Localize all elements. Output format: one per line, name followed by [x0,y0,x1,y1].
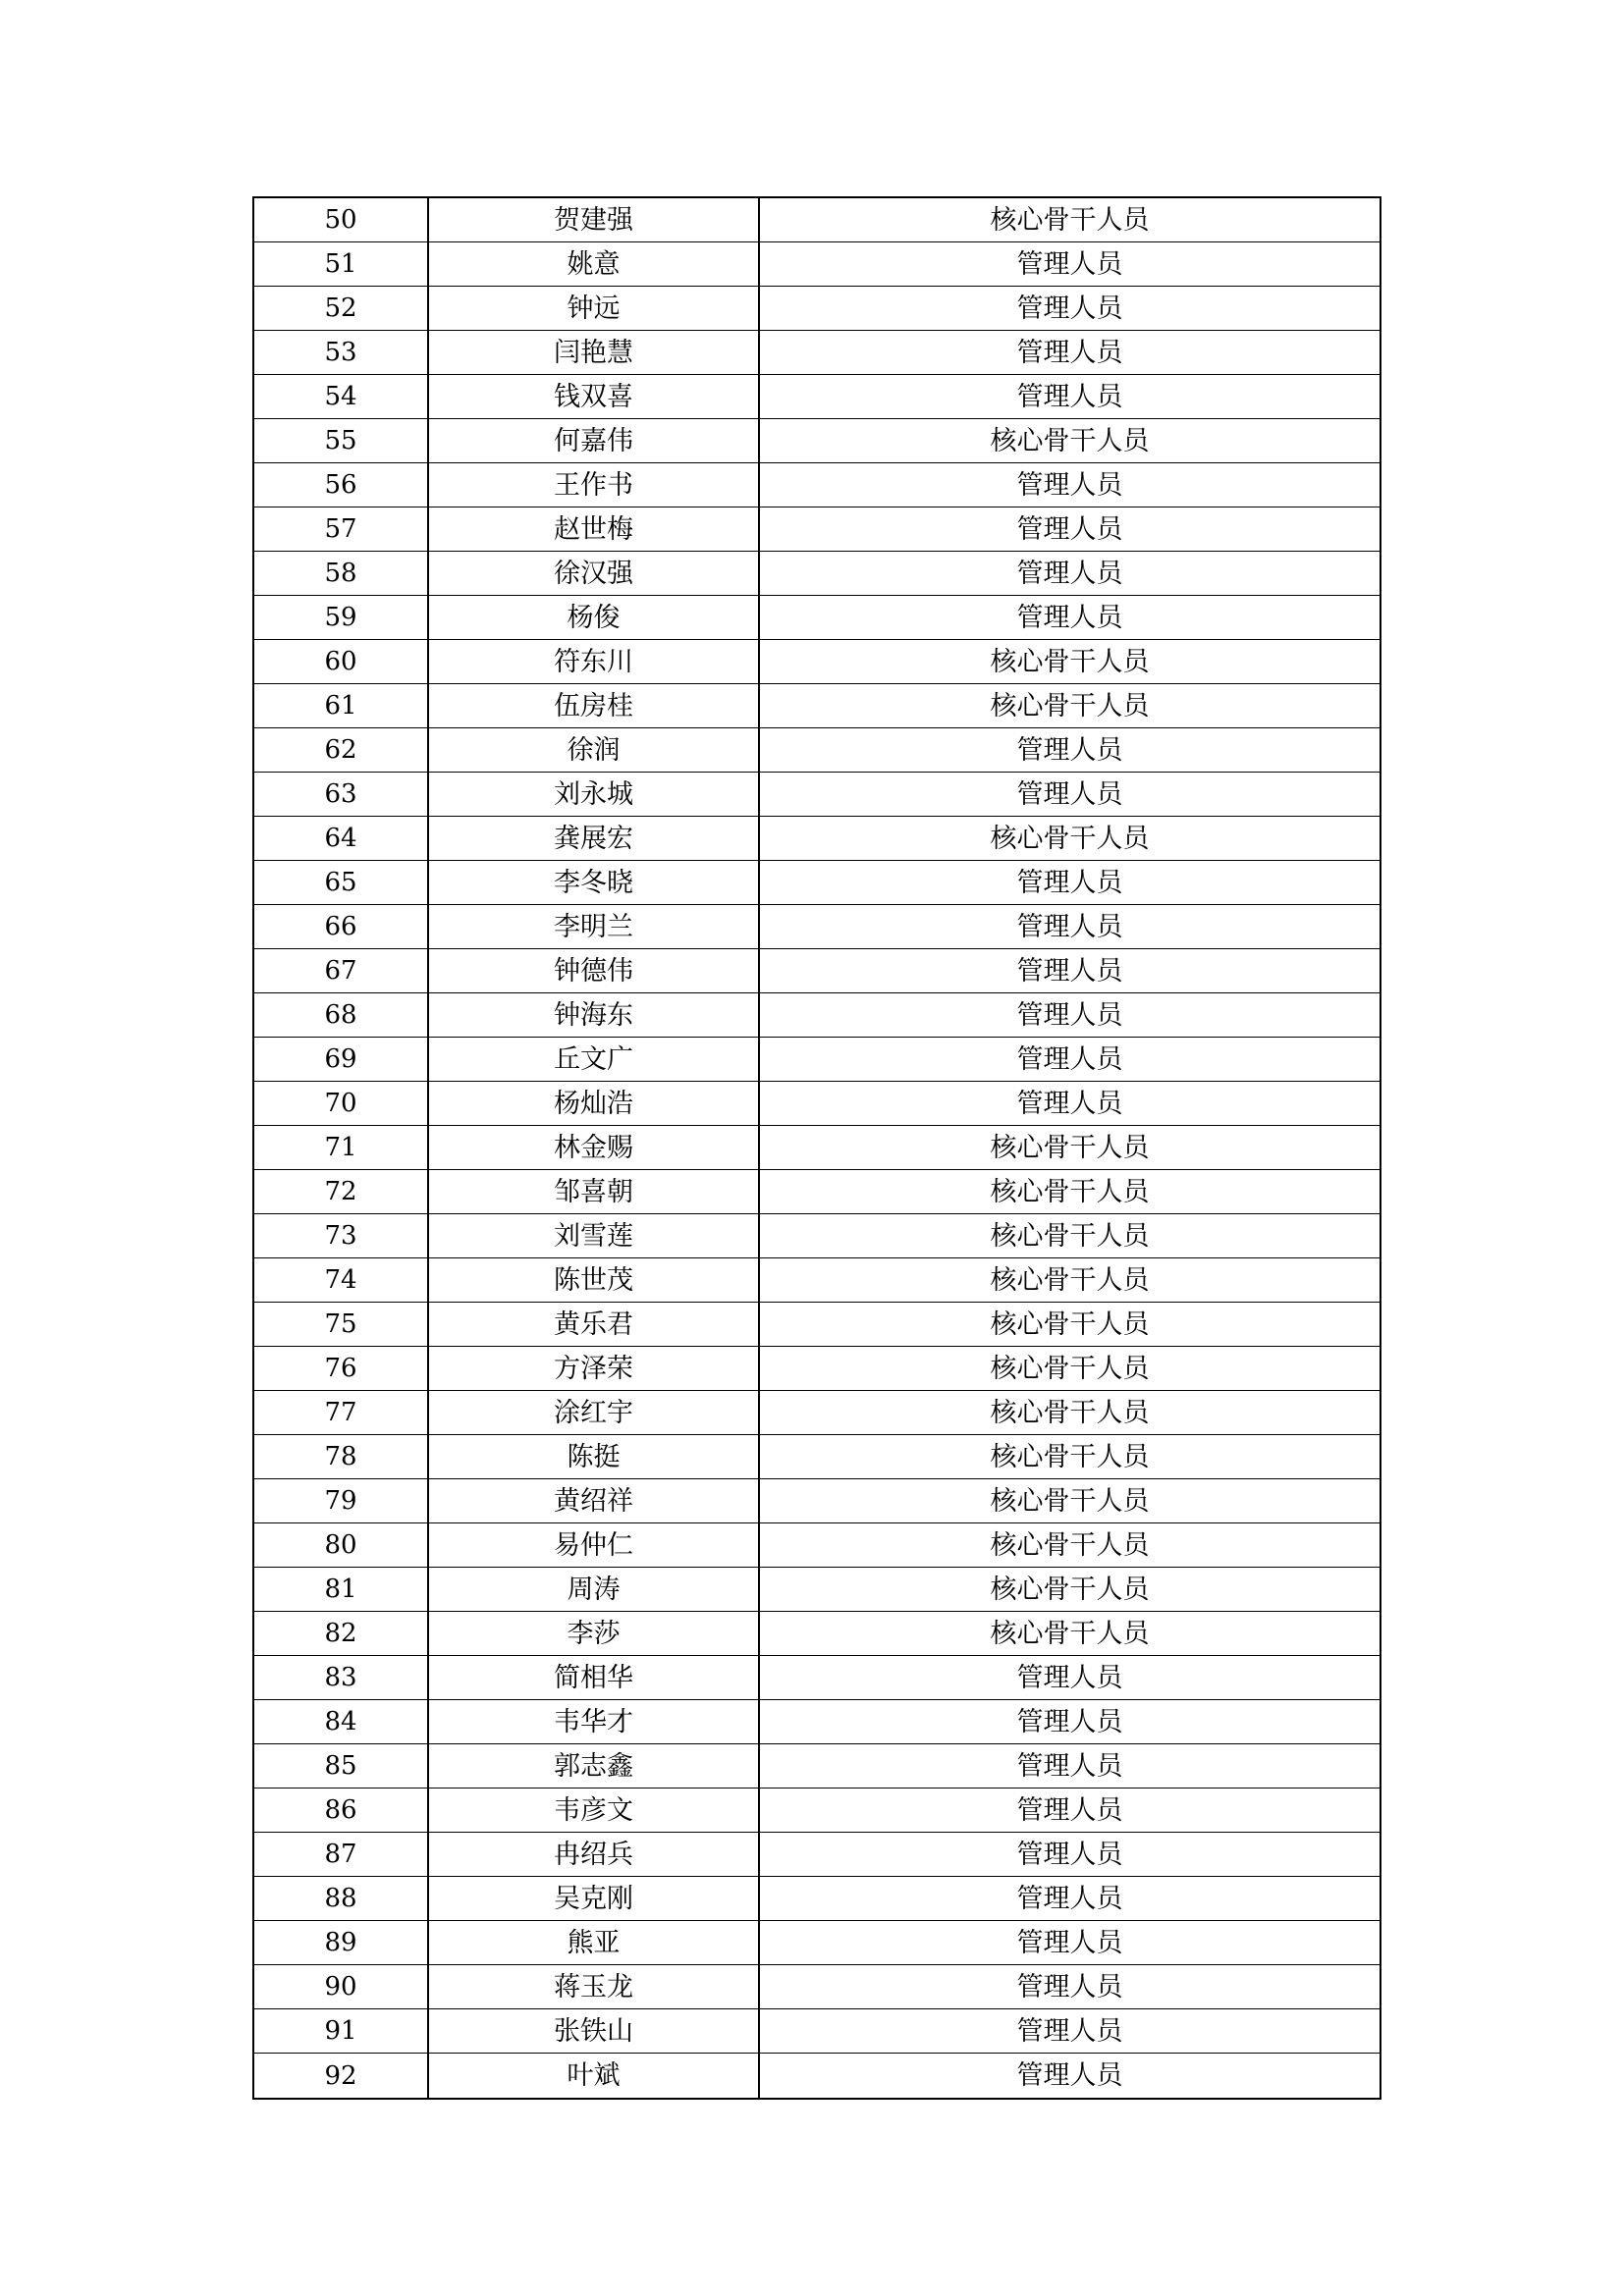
role-cell: 核心骨干人员 [760,1479,1381,1522]
table-row [252,1700,1381,1744]
table-row [252,1523,1381,1568]
name-cell: 钟海东 [429,993,760,1037]
role-cell: 核心骨干人员 [760,1612,1381,1655]
name-cell: 蒋玉龙 [429,1965,760,2008]
role-cell: 管理人员 [760,1921,1381,1964]
name-cell: 张铁山 [429,2009,760,2053]
role-cell: 核心骨干人员 [760,1347,1381,1390]
table-row [252,817,1381,861]
row-number-cell: 91 [252,2009,429,2053]
role-cell: 管理人员 [760,287,1381,330]
name-cell: 钟远 [429,287,760,330]
table-row [252,861,1381,905]
table-row [252,507,1381,552]
table-row [252,1347,1381,1391]
role-cell: 管理人员 [760,905,1381,948]
role-cell: 管理人员 [760,949,1381,992]
row-number-cell: 74 [252,1258,429,1302]
name-cell: 闫艳慧 [429,331,760,374]
name-cell: 伍房桂 [429,684,760,727]
name-cell: 赵世梅 [429,507,760,551]
row-number-cell: 92 [252,2054,429,2098]
row-number-cell: 88 [252,1877,429,1920]
table-row [252,1612,1381,1656]
row-number-cell: 50 [252,198,429,241]
role-cell: 管理人员 [760,2009,1381,2053]
name-cell: 姚意 [429,242,760,286]
row-number-cell: 75 [252,1303,429,1346]
name-cell: 周涛 [429,1568,760,1611]
role-cell: 管理人员 [760,596,1381,639]
name-cell: 何嘉伟 [429,419,760,462]
name-cell: 陈挺 [429,1435,760,1478]
name-cell: 王作书 [429,463,760,507]
row-number-cell: 71 [252,1126,429,1169]
role-cell: 核心骨干人员 [760,684,1381,727]
row-number-cell: 59 [252,596,429,639]
table-row [252,640,1381,684]
role-cell: 核心骨干人员 [760,1435,1381,1478]
name-cell: 韦彦文 [429,1789,760,1832]
personnel-table [252,196,1381,2100]
table-row [252,1877,1381,1921]
table-row [252,198,1381,242]
row-number-cell: 67 [252,949,429,992]
name-cell: 钟德伟 [429,949,760,992]
row-number-cell: 65 [252,861,429,904]
row-number-cell: 63 [252,773,429,816]
role-cell: 管理人员 [760,1833,1381,1876]
row-number-cell: 90 [252,1965,429,2008]
table-row [252,1568,1381,1612]
role-cell: 管理人员 [760,375,1381,418]
row-number-cell: 87 [252,1833,429,1876]
table-row [252,1789,1381,1833]
row-number-cell: 56 [252,463,429,507]
name-cell: 徐润 [429,728,760,772]
table-row [252,552,1381,596]
role-cell: 管理人员 [760,242,1381,286]
name-cell: 黄绍祥 [429,1479,760,1522]
table-row [252,1303,1381,1347]
name-cell: 韦华才 [429,1700,760,1743]
table-row [252,684,1381,728]
name-cell: 杨俊 [429,596,760,639]
name-cell: 冉绍兵 [429,1833,760,1876]
name-cell: 钱双喜 [429,375,760,418]
role-cell: 管理人员 [760,1700,1381,1743]
name-cell: 刘永城 [429,773,760,816]
name-cell: 徐汉强 [429,552,760,595]
name-cell: 涂红宇 [429,1391,760,1434]
row-number-cell: 70 [252,1082,429,1125]
table-row [252,1170,1381,1214]
role-cell: 管理人员 [760,2054,1381,2098]
table-row [252,1656,1381,1700]
role-cell: 核心骨干人员 [760,1568,1381,1611]
row-number-cell: 85 [252,1744,429,1788]
role-cell: 管理人员 [760,728,1381,772]
row-number-cell: 79 [252,1479,429,1522]
role-cell: 核心骨干人员 [760,1391,1381,1434]
table-row [252,773,1381,817]
table-row [252,1214,1381,1258]
table-row [252,1965,1381,2009]
row-number-cell: 61 [252,684,429,727]
row-number-cell: 64 [252,817,429,860]
table-row [252,2054,1381,2098]
row-number-cell: 73 [252,1214,429,1257]
row-number-cell: 55 [252,419,429,462]
role-cell: 管理人员 [760,507,1381,551]
name-cell: 刘雪莲 [429,1214,760,1257]
table-row [252,1921,1381,1965]
table-row [252,2009,1381,2054]
table-row [252,242,1381,287]
row-number-cell: 60 [252,640,429,683]
table-row [252,1082,1381,1126]
row-number-cell: 82 [252,1612,429,1655]
name-cell: 郭志鑫 [429,1744,760,1788]
row-number-cell: 72 [252,1170,429,1213]
role-cell: 管理人员 [760,1789,1381,1832]
role-cell: 管理人员 [760,552,1381,595]
name-cell: 方泽荣 [429,1347,760,1390]
role-cell: 管理人员 [760,1082,1381,1125]
name-cell: 易仲仁 [429,1523,760,1567]
row-number-cell: 80 [252,1523,429,1567]
table-row [252,1391,1381,1435]
role-cell: 核心骨干人员 [760,198,1381,241]
table-row [252,993,1381,1038]
row-number-cell: 57 [252,507,429,551]
table-row [252,287,1381,331]
role-cell: 核心骨干人员 [760,1303,1381,1346]
table-row [252,463,1381,507]
row-number-cell: 81 [252,1568,429,1611]
table-row [252,905,1381,949]
name-cell: 陈世茂 [429,1258,760,1302]
role-cell: 核心骨干人员 [760,1523,1381,1567]
name-cell: 龚展宏 [429,817,760,860]
role-cell: 管理人员 [760,993,1381,1037]
row-number-cell: 76 [252,1347,429,1390]
row-number-cell: 84 [252,1700,429,1743]
role-cell: 管理人员 [760,1877,1381,1920]
row-number-cell: 86 [252,1789,429,1832]
name-cell: 李明兰 [429,905,760,948]
row-number-cell: 51 [252,242,429,286]
table-row [252,1258,1381,1303]
table-row [252,331,1381,375]
row-number-cell: 77 [252,1391,429,1434]
name-cell: 吴克刚 [429,1877,760,1920]
name-cell: 熊亚 [429,1921,760,1964]
table-row [252,1479,1381,1523]
role-cell: 管理人员 [760,1038,1381,1081]
role-cell: 管理人员 [760,1744,1381,1788]
row-number-cell: 58 [252,552,429,595]
table-row [252,949,1381,993]
table-row [252,728,1381,773]
name-cell: 黄乐君 [429,1303,760,1346]
role-cell: 核心骨干人员 [760,1126,1381,1169]
name-cell: 符东川 [429,640,760,683]
role-cell: 管理人员 [760,861,1381,904]
table-row [252,1833,1381,1877]
name-cell: 林金赐 [429,1126,760,1169]
role-cell: 核心骨干人员 [760,419,1381,462]
row-number-cell: 69 [252,1038,429,1081]
table-row [252,1744,1381,1789]
row-number-cell: 52 [252,287,429,330]
name-cell: 杨灿浩 [429,1082,760,1125]
role-cell: 管理人员 [760,463,1381,507]
row-number-cell: 62 [252,728,429,772]
table-row [252,375,1381,419]
role-cell: 核心骨干人员 [760,1214,1381,1257]
row-number-cell: 78 [252,1435,429,1478]
name-cell: 叶斌 [429,2054,760,2098]
role-cell: 管理人员 [760,773,1381,816]
table-row [252,1038,1381,1082]
row-number-cell: 68 [252,993,429,1037]
row-number-cell: 89 [252,1921,429,1964]
name-cell: 李冬晓 [429,861,760,904]
table-row [252,419,1381,463]
row-number-cell: 83 [252,1656,429,1699]
name-cell: 简相华 [429,1656,760,1699]
name-cell: 贺建强 [429,198,760,241]
table-row [252,1435,1381,1479]
role-cell: 核心骨干人员 [760,1258,1381,1302]
table-row [252,596,1381,640]
row-number-cell: 66 [252,905,429,948]
role-cell: 核心骨干人员 [760,817,1381,860]
row-number-cell: 54 [252,375,429,418]
role-cell: 核心骨干人员 [760,1170,1381,1213]
role-cell: 核心骨干人员 [760,640,1381,683]
table-row [252,1126,1381,1170]
role-cell: 管理人员 [760,331,1381,374]
name-cell: 李莎 [429,1612,760,1655]
name-cell: 邹喜朝 [429,1170,760,1213]
role-cell: 管理人员 [760,1656,1381,1699]
row-number-cell: 53 [252,331,429,374]
name-cell: 丘文广 [429,1038,760,1081]
role-cell: 管理人员 [760,1965,1381,2008]
